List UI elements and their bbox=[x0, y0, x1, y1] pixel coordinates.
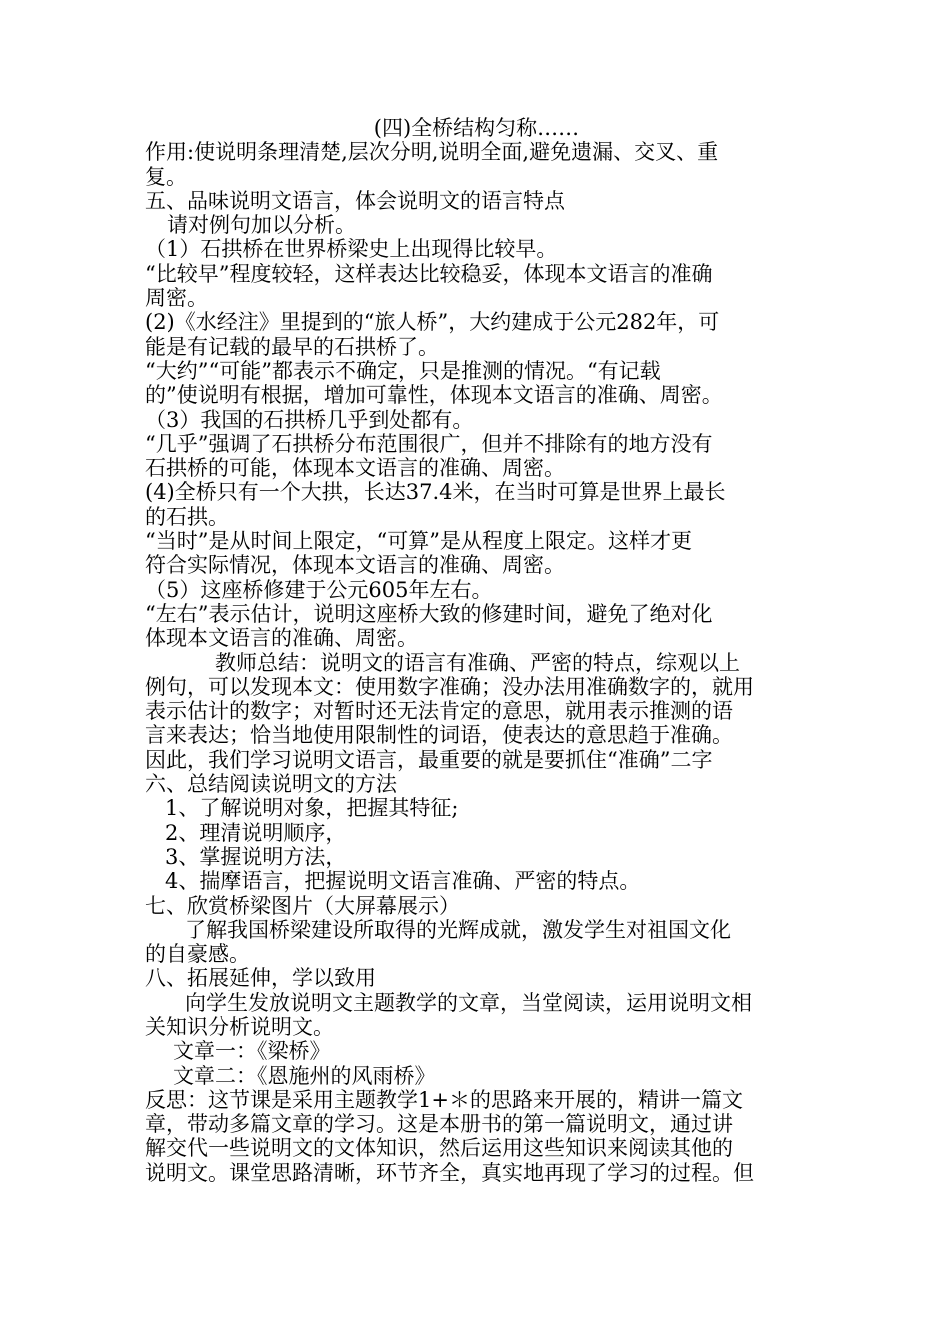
example-sentence: (4)全桥只有一个大拱，长达37.4米，在当时可算是世界上最长 bbox=[145, 480, 726, 505]
teacher-summary-line: 教师总结：说明文的语言有准确、严密的特点，综观以上 bbox=[215, 650, 740, 675]
list-item: 1、了解说明对象，把握其特征; bbox=[165, 796, 459, 821]
paragraph-line: “大约”“可能”都表示不确定，只是推测的情况。“有记载 bbox=[145, 358, 661, 383]
section-heading: 五、品味说明文语言，体会说明文的语言特点 bbox=[145, 188, 565, 213]
paragraph-line: 符合实际情况，体现本文语言的准确、周密。 bbox=[145, 553, 565, 578]
reflection-line: 反思：这节课是采用主题教学1+＊的思路来开展的，精讲一篇文 bbox=[145, 1087, 743, 1112]
teacher-summary-line: 例句，可以发现本文：使用数字准确；没办法用准确数字的，就用 bbox=[145, 674, 754, 699]
teacher-summary-line: 表示估计的数字；对暂时还无法肯定的意思，就用表示推测的语 bbox=[145, 699, 733, 724]
paragraph-line: 关知识分析说明文。 bbox=[145, 1014, 334, 1039]
paragraph-line: 周密。 bbox=[145, 286, 208, 311]
paragraph-line: “比较早”程度较轻，这样表达比较稳妥，体现本文语言的准确 bbox=[145, 261, 713, 286]
reflection-line: 说明文。课堂思路清晰，环节齐全，真实地再现了学习的过程。但 bbox=[145, 1160, 754, 1185]
example-sentence: （1）石拱桥在世界桥梁史上出现得比较早。 bbox=[145, 237, 558, 262]
example-sentence: （3）我国的石拱桥几乎到处都有。 bbox=[145, 407, 474, 432]
paragraph-line: 的”使说明有根据，增加可靠性，体现本文语言的准确、周密。 bbox=[145, 383, 723, 408]
section-heading: 八、拓展延伸，学以致用 bbox=[145, 966, 376, 991]
paragraph-line: “当时”是从时间上限定，“可算”是从程度上限定。这样才更 bbox=[145, 529, 692, 554]
paragraph-line: “几乎”强调了石拱桥分布范围很广，但并不排除有的地方没有 bbox=[145, 431, 713, 456]
paragraph-line: 体现本文语言的准确、周密。 bbox=[145, 626, 418, 651]
section-heading: 七、欣赏桥梁图片（大屏幕展示） bbox=[145, 893, 460, 918]
paragraph-line: 的自豪感。 bbox=[145, 942, 250, 967]
article-title-line: 文章二：《恩施州的风雨桥》 bbox=[173, 1063, 436, 1088]
example-sentence: 的石拱。 bbox=[145, 504, 229, 529]
paragraph-line: 向学生发放说明文主题教学的文章，当堂阅读，运用说明文相 bbox=[185, 990, 752, 1015]
paragraph-line: 复。 bbox=[145, 164, 187, 189]
paragraph-line: “左右”表示估计，说明这座桥大致的修建时间，避免了绝对化 bbox=[145, 601, 713, 626]
section-heading: 六、总结阅读说明文的方法 bbox=[145, 772, 397, 797]
paragraph-line: 了解我国桥梁建设所取得的光辉成就，激发学生对祖国文化 bbox=[185, 917, 731, 942]
document-page bbox=[145, 116, 808, 1185]
reflection-line: 解交代一些说明文的文体知识，然后运用这些知识来阅读其他的 bbox=[145, 1136, 733, 1161]
paragraph-line: 石拱桥的可能，体现本文语言的准确、周密。 bbox=[145, 456, 565, 481]
example-sentence: （5）这座桥修建于公元605年左右。 bbox=[145, 577, 493, 602]
section-heading: (四)全桥结构匀称…… bbox=[373, 116, 580, 140]
list-item: 4、揣摩语言，把握说明文语言准确、严密的特点。 bbox=[165, 869, 641, 894]
article-title-line: 文章一：《梁桥》 bbox=[173, 1039, 331, 1064]
list-item: 3、掌握说明方法， bbox=[165, 844, 347, 869]
example-sentence: (2)《水经注》里提到的“旅人桥”，大约建成于公元282年，可 bbox=[145, 310, 720, 335]
teacher-summary-line: 言来表达；恰当地使用限制性的词语，使表达的意思趋于准确。 bbox=[145, 723, 733, 748]
paragraph-line: 请对例句加以分析。 bbox=[167, 213, 356, 238]
example-sentence: 能是有记载的最早的石拱桥了。 bbox=[145, 334, 439, 359]
paragraph-line: 作用:使说明条理清楚,层次分明,说明全面,避免遗漏、交叉、重 bbox=[145, 140, 719, 165]
list-item: 2、理清说明顺序， bbox=[165, 820, 347, 845]
reflection-line: 章，带动多篇文章的学习。这是本册书的第一篇说明文，通过讲 bbox=[145, 1112, 733, 1137]
teacher-summary-line: 因此，我们学习说明文语言，最重要的就是要抓住“准确”二字 bbox=[145, 747, 713, 772]
